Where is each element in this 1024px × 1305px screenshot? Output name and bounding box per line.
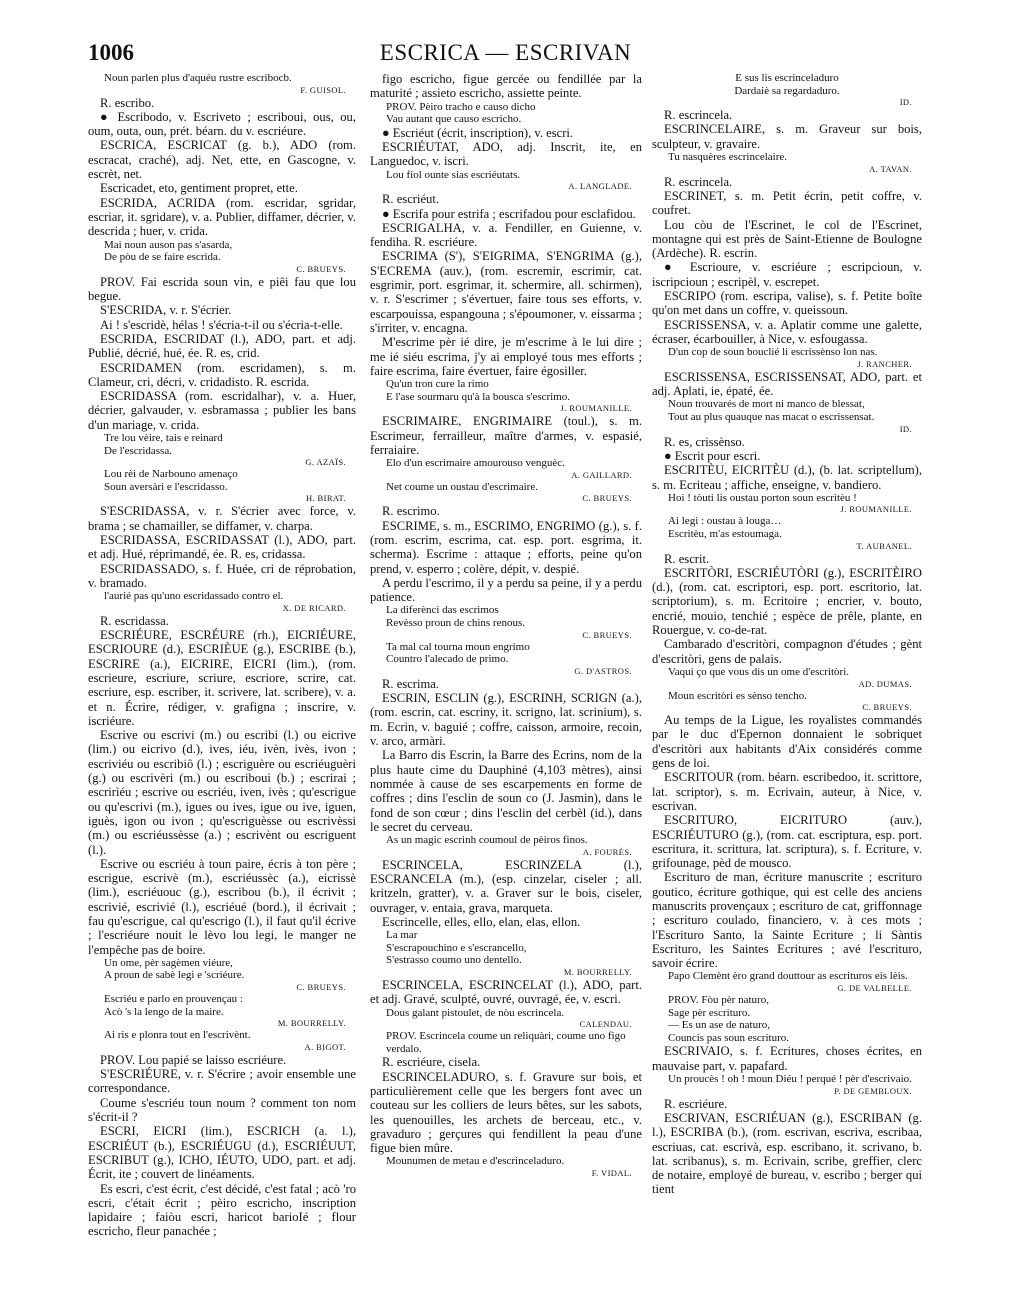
quotation-line: Countro l'alecado de primo. bbox=[386, 653, 509, 666]
quotation-line: S'estrasso coumo uno dentello. bbox=[386, 954, 522, 967]
entry-paragraph: ● Escrioure, v. escriéure ; escripcioun, v. iscripcioun ; escripèl, v. escrepet. bbox=[652, 260, 922, 289]
quotation-line: Acò 's la lengo de la maire. bbox=[104, 1005, 224, 1018]
citation-author: H. BIRAT. bbox=[305, 493, 346, 504]
citation-author: A. GAILLARD. bbox=[571, 469, 632, 480]
entry-paragraph: ESCRIDASSA (rom. escridalhar), v. a. Huer, décrier, galvauder, v. esbramassa ; publier les bans d'un mariage, v. crida. bbox=[88, 389, 356, 432]
quotation-line: La mar bbox=[386, 929, 418, 942]
entry-paragraph: ● Escrifa pour estrifa ; escrifadou pour esclafidou. bbox=[382, 206, 636, 221]
entry-paragraph: ESCRISSENSA, v. a. Aplatir comme une galette, écraser, écarbouiller, à Nice, v. esfougassa. bbox=[652, 317, 922, 346]
quotation-line: Un proucès ! oh ! moun Diéu ! perqué ! pèr d'escrivaio. bbox=[668, 1073, 912, 1086]
entry-paragraph: Escrive ou escrivi (m.) ou escribi (l.) ou eicrive (lim.) ou eicrivo (d.), ives, iéu, ivèn, ivès, ivon ; escriviéu ou escribiô (l.) ; escriguère ou escriéuguèri (g.) ou escrivèri (m.) ou escriboui (b.) ; escrirai ; escrirìéu ; escrive ou escriéu, iven, ivès ; qu'escrigue ou qu'escrivi (m.), igues ou ives, igue ou ive, iguen, iguès, igon ou ivon ; qu'escriguèsse ou escrivèssi (m.) ou escriéussèsse (a.) ; escrivènt ou escriguent (l.). bbox=[88, 728, 356, 857]
entry-paragraph: Coume s'escriéu toun noum ? comment ton nom s'écrit-il ? bbox=[88, 1095, 356, 1125]
quotation-line: E l'ase sourmaru qu'à la bousca s'escrimo. bbox=[386, 390, 571, 403]
quotation-line: PROV. Pèiro tracho e causo dicho bbox=[386, 100, 536, 113]
quotation-line: Vau autant que causo escricho. bbox=[386, 113, 522, 126]
entry-paragraph: ESCRINCELAIRE, s. m. Graveur sur bois, sculpteur, v. gravaire. bbox=[652, 122, 922, 151]
citation-author: T. AUBANEL. bbox=[856, 540, 912, 551]
entry-paragraph: R. escrincela. bbox=[664, 174, 733, 189]
quotation-line: Lou rèi de Narbouno amenaço bbox=[104, 468, 238, 481]
entry-paragraph: ESCRITOUR (rom. béarn. escribedoo, it. scrittore, lat. scriptor), s. m. Ecrivain, auteur, à Nice, v. escrivan. bbox=[652, 770, 922, 813]
quotation-line: Mounumen de metau e d'escrinceladuro. bbox=[386, 1155, 565, 1168]
entry-paragraph: Cambarado d'escritòri, compagnon d'études ; gènt d'escritòri, gens de palais. bbox=[652, 637, 922, 666]
entry-paragraph: Escrincelle, elles, ello, elan, elas, ellon. bbox=[382, 914, 581, 929]
entry-paragraph: R. escriéure. bbox=[664, 1096, 728, 1111]
entry-paragraph: R. escrimo. bbox=[382, 504, 440, 519]
quotation-line: Councis pas soun escrituro. bbox=[668, 1031, 789, 1044]
citation-author: C. BRUEYS. bbox=[296, 982, 346, 993]
quotation-line: A proun de sabè legi e 'scriéure. bbox=[104, 969, 245, 982]
entry-paragraph: ESCRISSENSA, ESCRISSENSAT, ADO, part. et adj. Aplati, ie, épaté, ée. bbox=[652, 369, 922, 399]
quotation-line: De l'escridassa. bbox=[104, 444, 172, 457]
citation-author: G. DE VALBELLE. bbox=[837, 983, 912, 994]
entry-paragraph: ESCRIÉURE, ESCRÉURE (rh.), EICRIÉURE, ESCRIOURE (d.), ESCRIÈUE (g.), ESCRIBE (b.), ESCRIRE (a.), EICRIRE, EICRI (lim.), (rom. escrieure, escriure, scriure, escriore, scrire, cat. escriure, esp. escriber, it. scrivere, lat. scribere), v. a. et n. Écrire, rédiger, v. grafigna ; inscrire, v. iscriéure. bbox=[88, 628, 356, 728]
quotation-line: As un magic escrinh coumoul de pèiros finos. bbox=[386, 834, 588, 847]
quotation-line: Ai legi : oustau à louga… bbox=[668, 515, 782, 528]
entry-paragraph: R. escrit. bbox=[664, 551, 710, 566]
quotation-line: Escritèu, m'as estoumaga. bbox=[668, 527, 782, 540]
entry-paragraph: ESCRIDA, ACRIDA (rom. escridar, sgridar, escriar, it. sgridare), v. a. Publier, diffamer, décrier, v. descrida ; huer, v. crida. bbox=[88, 195, 356, 239]
entry-paragraph: ESCRICA, ESCRICAT (g. b.), ADO (rom. escracat, craché), adj. Net, ette, en Gascogne, v. escrèt, net. bbox=[88, 138, 356, 182]
quotation-line: La diferènci das escrimos bbox=[386, 604, 499, 617]
entry-paragraph: ESCRINCELA, ESCRINZELA (l.), ESCRANCELA (m.), (esp. cinzelar, ciseler ; all. kritzeln, gratter), v. a. Graver sur le bois, ciseler, ouvrager, v. entaia, grava, marqueta. bbox=[370, 857, 642, 915]
entry-paragraph: Es escri, c'est écrit, c'est décidé, c'est fatal ; acò 'ro escri, c'était écrit ; pèiro escricho, inscription lapidaire ; faiòu escri, haricot barioIé ; flour escricho, fleur panachée ; bbox=[88, 1181, 356, 1239]
citation-author: AD. DUMAS. bbox=[858, 678, 912, 689]
quotation-line: l'aurié pas qu'uno escridassado contro el. bbox=[104, 590, 284, 603]
citation-author: F. VIDAL. bbox=[591, 1168, 632, 1179]
entry-paragraph: ESCRIDAMEN (rom. escridamen), s. m. Clameur, cri, décri, v. cridadisto. R. escrida. bbox=[88, 360, 356, 389]
quotation-line: — Es un ase de naturo, bbox=[668, 1019, 771, 1032]
text-column-3 bbox=[652, 72, 922, 1197]
entry-paragraph: ESCRINCELA, ESCRINCELAT (l.), ADO, part. et adj. Gravé, sculpté, ouvré, ouvragé, ée, v. escri. bbox=[370, 977, 642, 1007]
quotation-line: Noun trouvarés de mort ni manco de blessat, bbox=[668, 398, 865, 411]
entry-paragraph: M'escrime pèr ié dire, je m'escrime à le lui dire ; me ié siéu escrima, j'y ai employé tous mes efforts ; faire escrima, faire évertuer, faire égosiller. bbox=[370, 335, 642, 378]
quotation-line: Noun parlen plus d'aquéu rustre escribocb. bbox=[104, 72, 292, 84]
quotation-line: Mai noun auson pas s'asarda, bbox=[104, 238, 233, 251]
citation-author: A. LANGLADE. bbox=[568, 181, 632, 192]
entry-paragraph: Escrituro de man, écriture manuscrite ; escrituro goutico, écriture gothique, qui est celle des anciens manuscrits provençaux ; escrituro de cat, griffonnage ; escrituro coulado, financiero, v. à ces mots ; l'Escrituro Santo, la Sainte Ecriture ; li Sàntis Escrituro, les Saintes Ecritures ; avé l'escrituro, savoir écrire. bbox=[652, 870, 922, 971]
entry-paragraph: R. escridassa. bbox=[100, 613, 169, 628]
entry-paragraph: R. escrima. bbox=[382, 676, 440, 691]
quotation-line: Lou fiol ounte sias escriéutats. bbox=[386, 168, 521, 181]
quotation-line: De pòu de se faire escrida. bbox=[104, 251, 221, 264]
citation-author: J. ROUMANILLE. bbox=[840, 504, 912, 515]
quotation-line: Sage pèr escrituro. bbox=[668, 1006, 751, 1019]
entry-paragraph: Au temps de la Ligue, les royalistes commandés par le duc d'Epernon donnaient le sobriquet d'escritòri aux habitants d'Aix considérés comme gens de loi. bbox=[652, 713, 922, 771]
quotation-line: S'escrapouchino e s'escrancello, bbox=[386, 941, 527, 954]
citation-author: C. BRUEYS. bbox=[862, 702, 912, 713]
entry-paragraph: ESCRITÈU, EICRITÈU (d.), (b. lat. scriptellum), s. m. Ecriteau ; affiche, enseigne, v. bandiero. bbox=[652, 463, 922, 492]
entry-paragraph: ESCRINET, s. m. Petit écrin, petit coffre, v. coufret. bbox=[652, 188, 922, 218]
citation-author: J. RANCHER. bbox=[857, 358, 912, 369]
entry-paragraph: ESCRIMAIRE, ENGRIMAIRE (toul.), s. m. Escrimeur, ferrailleur, maître d'armes, v. espasié, ferraiaire. bbox=[370, 414, 642, 457]
entry-paragraph: ESCRIGALHA, v. a. Fendiller, en Guienne, v. fendiha. R. escriéure. bbox=[370, 220, 642, 250]
citation-author: A. TAVAN. bbox=[869, 163, 912, 174]
entry-paragraph: Escrive ou escriéu à toun paire, écris à ton père ; escrigue, escrivè (m.), escriéussèc (a.), eicrissè (lim.), escriéuouc (g.), escribou (b.), il écrivit ; escrivié, escrivié (l.), escriéué (bord.), il écrivait ; fau qu'escrigue, cal qu'escrigo (l.), il faut qu'il écrive ; l'escriéure nouit le lèvo lou legi, le manger ne l'empêche pas de boire. bbox=[88, 856, 356, 957]
entry-paragraph: La Barro dis Escrin, la Barre des Ecrins, nom de la plus haute cime du Dauphiné (4,103 mètres), ainsi nommée à cause de ses escarpements en forme de coffres ; dins l'esclin de soun co (J. Jasmin), dans le fond de son cœur ; dins l'esclin del cerbèl (id.), dans le secret du cerveau. bbox=[370, 748, 642, 834]
running-title: ESCRICA — ESCRIVAN bbox=[379, 40, 632, 65]
quotation-line: Tu nasquères escrincelaire. bbox=[668, 151, 788, 164]
entry-paragraph: ESCRI, EICRI (lim.), ESCRICH (a. l.), ESCRIÉUT (b.), ESCRIÉUGU (d.), ESCRIÉUUT, ESCRIBUT (g.), ICHO, IÉUTO, UDO, part. et adj. Écrit, ite ; couvert de linéaments. bbox=[88, 1124, 356, 1182]
entry-paragraph: Escricadet, eto, gentiment propret, ette. bbox=[100, 181, 298, 196]
citation-author: J. ROUMANILLE. bbox=[560, 403, 632, 414]
entry-paragraph: ● Escrit pour escri. bbox=[664, 448, 761, 463]
entry-paragraph: ESCRITÒRI, ESCRIÉUTÒRI (g.), ESCRITÈIRO (d.), (rom. cat. escriptori, esp. port. escritorio, lat. scriptorium), s. m. Ecritoire ; encrier, v. bouto, encrié, mouio, tenchié ; espèce de prêle, plante, en Rouergue, v. co-de-rat. bbox=[652, 565, 922, 638]
entry-paragraph: ESCRITURO, EICRITURO (auv.), ESCRIÉUTURO (g.), (rom. cat. escriptura, esp. port. escritura, it. scrittura, lat. scriptura), s. f. Ecriture, v. grifounage, pèd de mousco. bbox=[652, 813, 922, 871]
quotation-line: Qu'un tron cure la rimo bbox=[386, 378, 489, 391]
entry-paragraph: PROV. Fai escrida soun vin, e piêi fau que lou begue. bbox=[88, 274, 356, 304]
citation-author: G. D'ASTROS. bbox=[574, 665, 632, 676]
text-column-2 bbox=[370, 72, 642, 1179]
entry-paragraph: ESCRIDASSA, ESCRIDASSAT (l.), ADO, part. et adj. Hué, réprimandé, ée. R. es, cridassa. bbox=[88, 532, 356, 562]
quotation-line: PROV. Escrincela coume un reliquàri, coume uno figo verdalo. bbox=[386, 1030, 626, 1055]
entry-paragraph: ESCRIDA, ESCRIDAT (l.), ADO, part. et adj. Publié, décrié, hué, ée. R. es, crid. bbox=[88, 331, 356, 361]
quotation-line: E sus lis escrinceladuro bbox=[735, 72, 839, 84]
entry-paragraph: ESCRIPO (rom. escripa, valise), s. f. Petite boîte qu'on met dans un coffre, v. queissoun. bbox=[652, 289, 922, 318]
citation-author: X. DE RICARD. bbox=[282, 602, 346, 613]
text-column-1 bbox=[88, 72, 356, 1239]
entry-paragraph: ESCRIÉUTAT, ADO, adj. Inscrit, ite, en Languedoc, v. iscri. bbox=[370, 140, 642, 169]
citation-author: M. BOURRELLY. bbox=[563, 966, 632, 977]
entry-paragraph: A perdu l'escrimo, il y a perdu sa peine, il y a perdu patience. bbox=[370, 575, 642, 605]
entry-paragraph: R. escribo. bbox=[100, 95, 155, 110]
citation-author: F. GUISOL. bbox=[300, 84, 346, 95]
quotation-line: Dous galant pistoulet, de nòu escrincela. bbox=[386, 1006, 565, 1019]
quotation-line: Dardaiè sa regardaduro. bbox=[734, 84, 840, 97]
quotation-line: Ai ris e plonra tout en l'escrivènt. bbox=[104, 1029, 251, 1042]
page-number: 1006 bbox=[88, 40, 134, 65]
entry-paragraph: ESCRIVAN, ESCRIÉUAN (g.), ESCRIBAN (g. l.), ESCRIBA (b.), (rom. escrivan, escriva, escribaa, escriuas, cat. escrivà, esp. escribano, it. scrivano, b. lat. scribanus), s. m. Ecrivain, scribe, greffier, clerc de notaire, employé de bureau, v. escribo ; berger qui tient bbox=[652, 1110, 922, 1197]
citation-author: G. AZAÏS. bbox=[305, 457, 346, 468]
citation-author: CALENDAU. bbox=[579, 1019, 632, 1030]
entry-paragraph: R. escrincela. bbox=[664, 108, 733, 123]
citation-author: C. BRUEYS. bbox=[582, 629, 632, 640]
entry-paragraph: Ai ! s'escridè, hélas ! s'écria-t-il ou s'écria-t-elle. bbox=[100, 317, 343, 332]
quotation-line: Ta mal cal tourna moun engrimo bbox=[386, 640, 530, 653]
quotation-line: Tre lou vèire, tais e reinard bbox=[104, 432, 223, 445]
entry-paragraph: S'ESCRIDASSA, v. r. S'écrier avec force, v. brama ; se chamailler, se diffamer, v. charpa. bbox=[88, 504, 356, 533]
entry-paragraph: Lou còu de l'Escrinet, le col de l'Escrinet, montagne qui est près de Saint-Etienne de Boulogne (Ardèche). R. escrin. bbox=[652, 217, 922, 261]
citation-author: ID. bbox=[899, 423, 912, 434]
quotation-line: PROV. Fòu pèr naturo, bbox=[668, 994, 769, 1007]
quotation-line: Hoi ! tòuti lis oustau porton soun escritèu ! bbox=[668, 491, 857, 504]
entry-paragraph: R. escriéut. bbox=[382, 192, 440, 207]
citation-author: C. BRUEYS. bbox=[582, 493, 632, 504]
entry-paragraph: ESCRIDASSADO, s. f. Huée, cri de réprobation, v. bramado. bbox=[88, 561, 356, 590]
citation-author: A. BIGOT. bbox=[304, 1041, 346, 1052]
entry-paragraph: ESCRIMA (S'), S'EIGRIMA, S'ENGRIMA (g.), S'ECREMA (auv.), (rom. escremir, escrimir, cat. esgrimir, port. esgrimar, it. schermire, all. schirmen), v. r. S'escrimer ; s'évertuer, faire tous ses efforts, v. escarpouissa, espangouna ; s'époumoner, v. eissarma ; s'irriter, v. encagna. bbox=[370, 249, 642, 335]
entry-paragraph: S'ESCRIDA, v. r. S'écrier. bbox=[100, 303, 232, 318]
quotation-line: Un ome, pèr sagèmen viéure, bbox=[104, 956, 233, 969]
quotation-line: Moun escritòri es sènso tencho. bbox=[668, 689, 807, 702]
entry-paragraph: PROV. Lou papié se laisso escriéure. bbox=[100, 1052, 287, 1067]
quotation-line: Vaqui ço que vous dis un ome d'escritòri. bbox=[668, 665, 850, 678]
quotation-line: Soun aversàri e l'escridasso. bbox=[104, 480, 228, 493]
entry-paragraph: ESCRIME, s. m., ESCRIMO, ENGRIMO (g.), s. f. (rom. escrim, escrima, cat. esp. port. esgrima, it. scherma). Escrime : attaque ; efforts, peine qu'on prend, v. esperro ; colère, dépit, v. despié. bbox=[370, 518, 642, 576]
quotation-line: D'un cop de soun bouclié li escrissènso lon nas. bbox=[668, 346, 878, 359]
quotation-line: Elo d'un escrimaire amourouso venguèc. bbox=[386, 457, 565, 470]
entry-paragraph: ESCRIN, ESCLIN (g.), ESCRINH, SCRIGN (a.), (rom. escrin, cat. escriny, it. scrigno, lat. scrinium), s. m. Ecrin, v. baguié ; coffre, caisson, armoire, recoin, v. arco, armàri. bbox=[370, 691, 642, 749]
quotation-line: Escriéu e parlo en prouvençau : bbox=[104, 993, 243, 1006]
citation-author: M. BOURRELLY. bbox=[277, 1018, 346, 1029]
quotation-line: Net coume un oustau d'escrimaire. bbox=[386, 480, 538, 493]
entry-paragraph: ● Escribodo, v. Escriveto ; escriboui, ous, ou, oum, outa, oun, prét. béarn. du v. escriéure. bbox=[88, 109, 356, 139]
quotation-line: Tout au plus quauque nas macat o escrissensat. bbox=[668, 411, 875, 424]
quotation-line: Revèsso proun de chins renous. bbox=[386, 617, 526, 630]
quotation-line: Papo Clemènt èro grand douttour as escrituros eis lèis. bbox=[668, 970, 908, 983]
entry-paragraph: ESCRINCELADURO, s. f. Gravure sur bois, et particulièrement celle que les bergers font avec un couteau sur les colliers de leurs bêtes, sur les sabots, les quenouilles, les archets de berceau, etc., v. gravaduro ; gerçures qui fendillent la peau d'une figue bien mûre. bbox=[370, 1069, 642, 1156]
citation-author: P. DE GEMBLOUX. bbox=[834, 1085, 912, 1096]
entry-paragraph: R. escriéure, cisela. bbox=[382, 1055, 481, 1070]
page-header bbox=[88, 40, 923, 70]
entry-paragraph: S'ESCRIÉURE, v. r. S'écrire ; avoir ensemble une correspondance. bbox=[88, 1067, 356, 1096]
entry-paragraph: ESCRIVAIO, s. f. Ecritures, choses écrites, en mauvaise part, v. papafard. bbox=[652, 1044, 922, 1073]
citation-author: C. BRUEYS. bbox=[296, 263, 346, 274]
entry-paragraph: ● Escriéut (écrit, inscription), v. escri. bbox=[382, 125, 574, 140]
citation-author: A. FOURÈS. bbox=[582, 846, 632, 857]
entry-paragraph: R. es, crissènso. bbox=[664, 434, 745, 449]
entry-paragraph: figo escricho, figue gercée ou fendillée par la maturité ; assieto escricho, assiette peinte. bbox=[370, 72, 642, 101]
citation-author: ID. bbox=[899, 97, 912, 108]
